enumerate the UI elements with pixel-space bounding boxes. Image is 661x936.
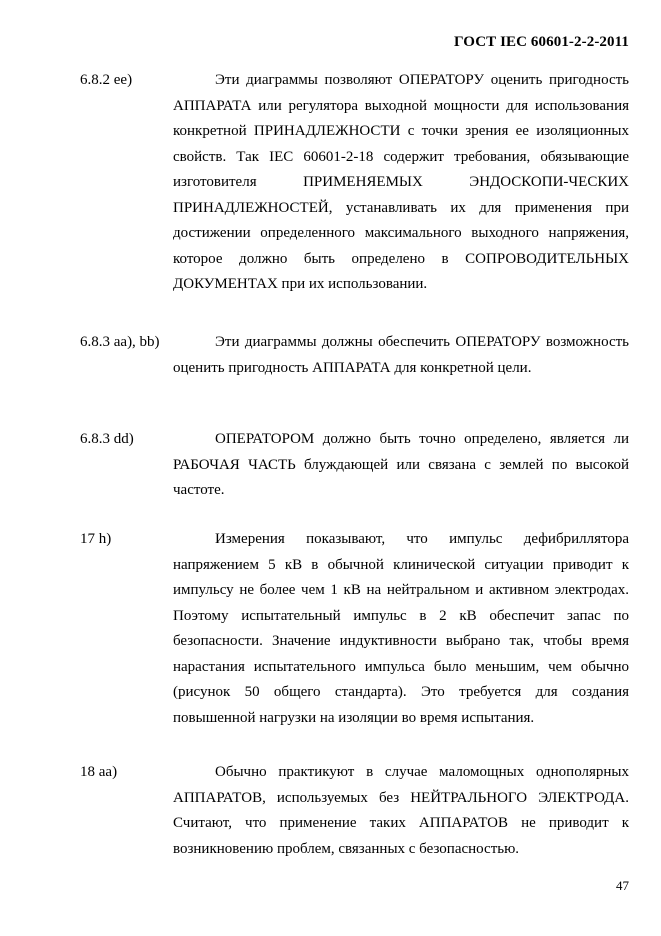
- section-6-8-2-ee: [80, 68, 629, 298]
- section-paragraph: Эти диаграммы должны обеспечить ОПЕРАТОРУ возможность оценить пригодность АППАРАТА для конкретной цели.: [173, 334, 629, 376]
- section-paragraph: Измерения показывают, что импульс дефибриллятора напряжением 5 кВ в обычной клинической ситуации приводит к импульсу не более чем 1 кВ на нейтральном и активном электродах. Поэтому испытательный импульс в 2 кВ обеспечит запас по безопасности. Значение индуктивности выбрано так, чтобы время нарастания испытательного импульса было меньшим, чем обычно (рисунок 50 общего стандарта). Это требуется для создания повышенной нагрузки на изоляции во время испытания.: [173, 531, 629, 726]
- section-6-8-3-dd: [80, 427, 629, 504]
- document-header: ГОСТ IEC 60601-2-2-2011: [454, 34, 629, 50]
- section-18-aa: [80, 760, 629, 862]
- section-17-h: [80, 527, 629, 731]
- section-number: 6.8.3 aa), bb): [80, 334, 160, 350]
- section-number: 17 h): [80, 531, 112, 547]
- section-paragraph: ОПЕРАТОРОМ должно быть точно определено, является ли РАБОЧАЯ ЧАСТЬ блуждающей или связана с землей по высокой частоте.: [173, 431, 629, 498]
- section-number: 18 aa): [80, 764, 118, 780]
- section-number: 6.8.2 ee): [80, 72, 133, 88]
- page-number: 47: [616, 878, 629, 893]
- section-6-8-3-aa-bb: [80, 330, 629, 381]
- section-paragraph: Обычно практикуют в случае маломощных однополярных АППАРАТОВ, используемых без НЕЙТРАЛЬНОГО ЭЛЕКТРОДА. Считают, что применение таких АППАРАТОВ не приводит к возникновению проблем, связанных с безопасностью.: [173, 764, 629, 857]
- section-paragraph: Эти диаграммы позволяют ОПЕРАТОРУ оценить пригодность АППАРАТА или регулятора выходной мощности для использования конкретной ПРИНАДЛЕЖНОСТИ с точки зрения ее изоляционных свойств. Так IEC 60601-2-18 содержит требования, обязывающие изготовителя ПРИМЕНЯЕМЫХ ЭНДОСКОПИ-ЧЕСКИХ ПРИНАДЛЕЖНОСТЕЙ, устанавливать их для применения при достижении определенного максимального выходного напряжения, которое должно быть определено в СОПРОВОДИТЕЛЬНЫХ ДОКУМЕНТАХ при их использовании.: [173, 72, 629, 292]
- section-number: 6.8.3 dd): [80, 431, 134, 447]
